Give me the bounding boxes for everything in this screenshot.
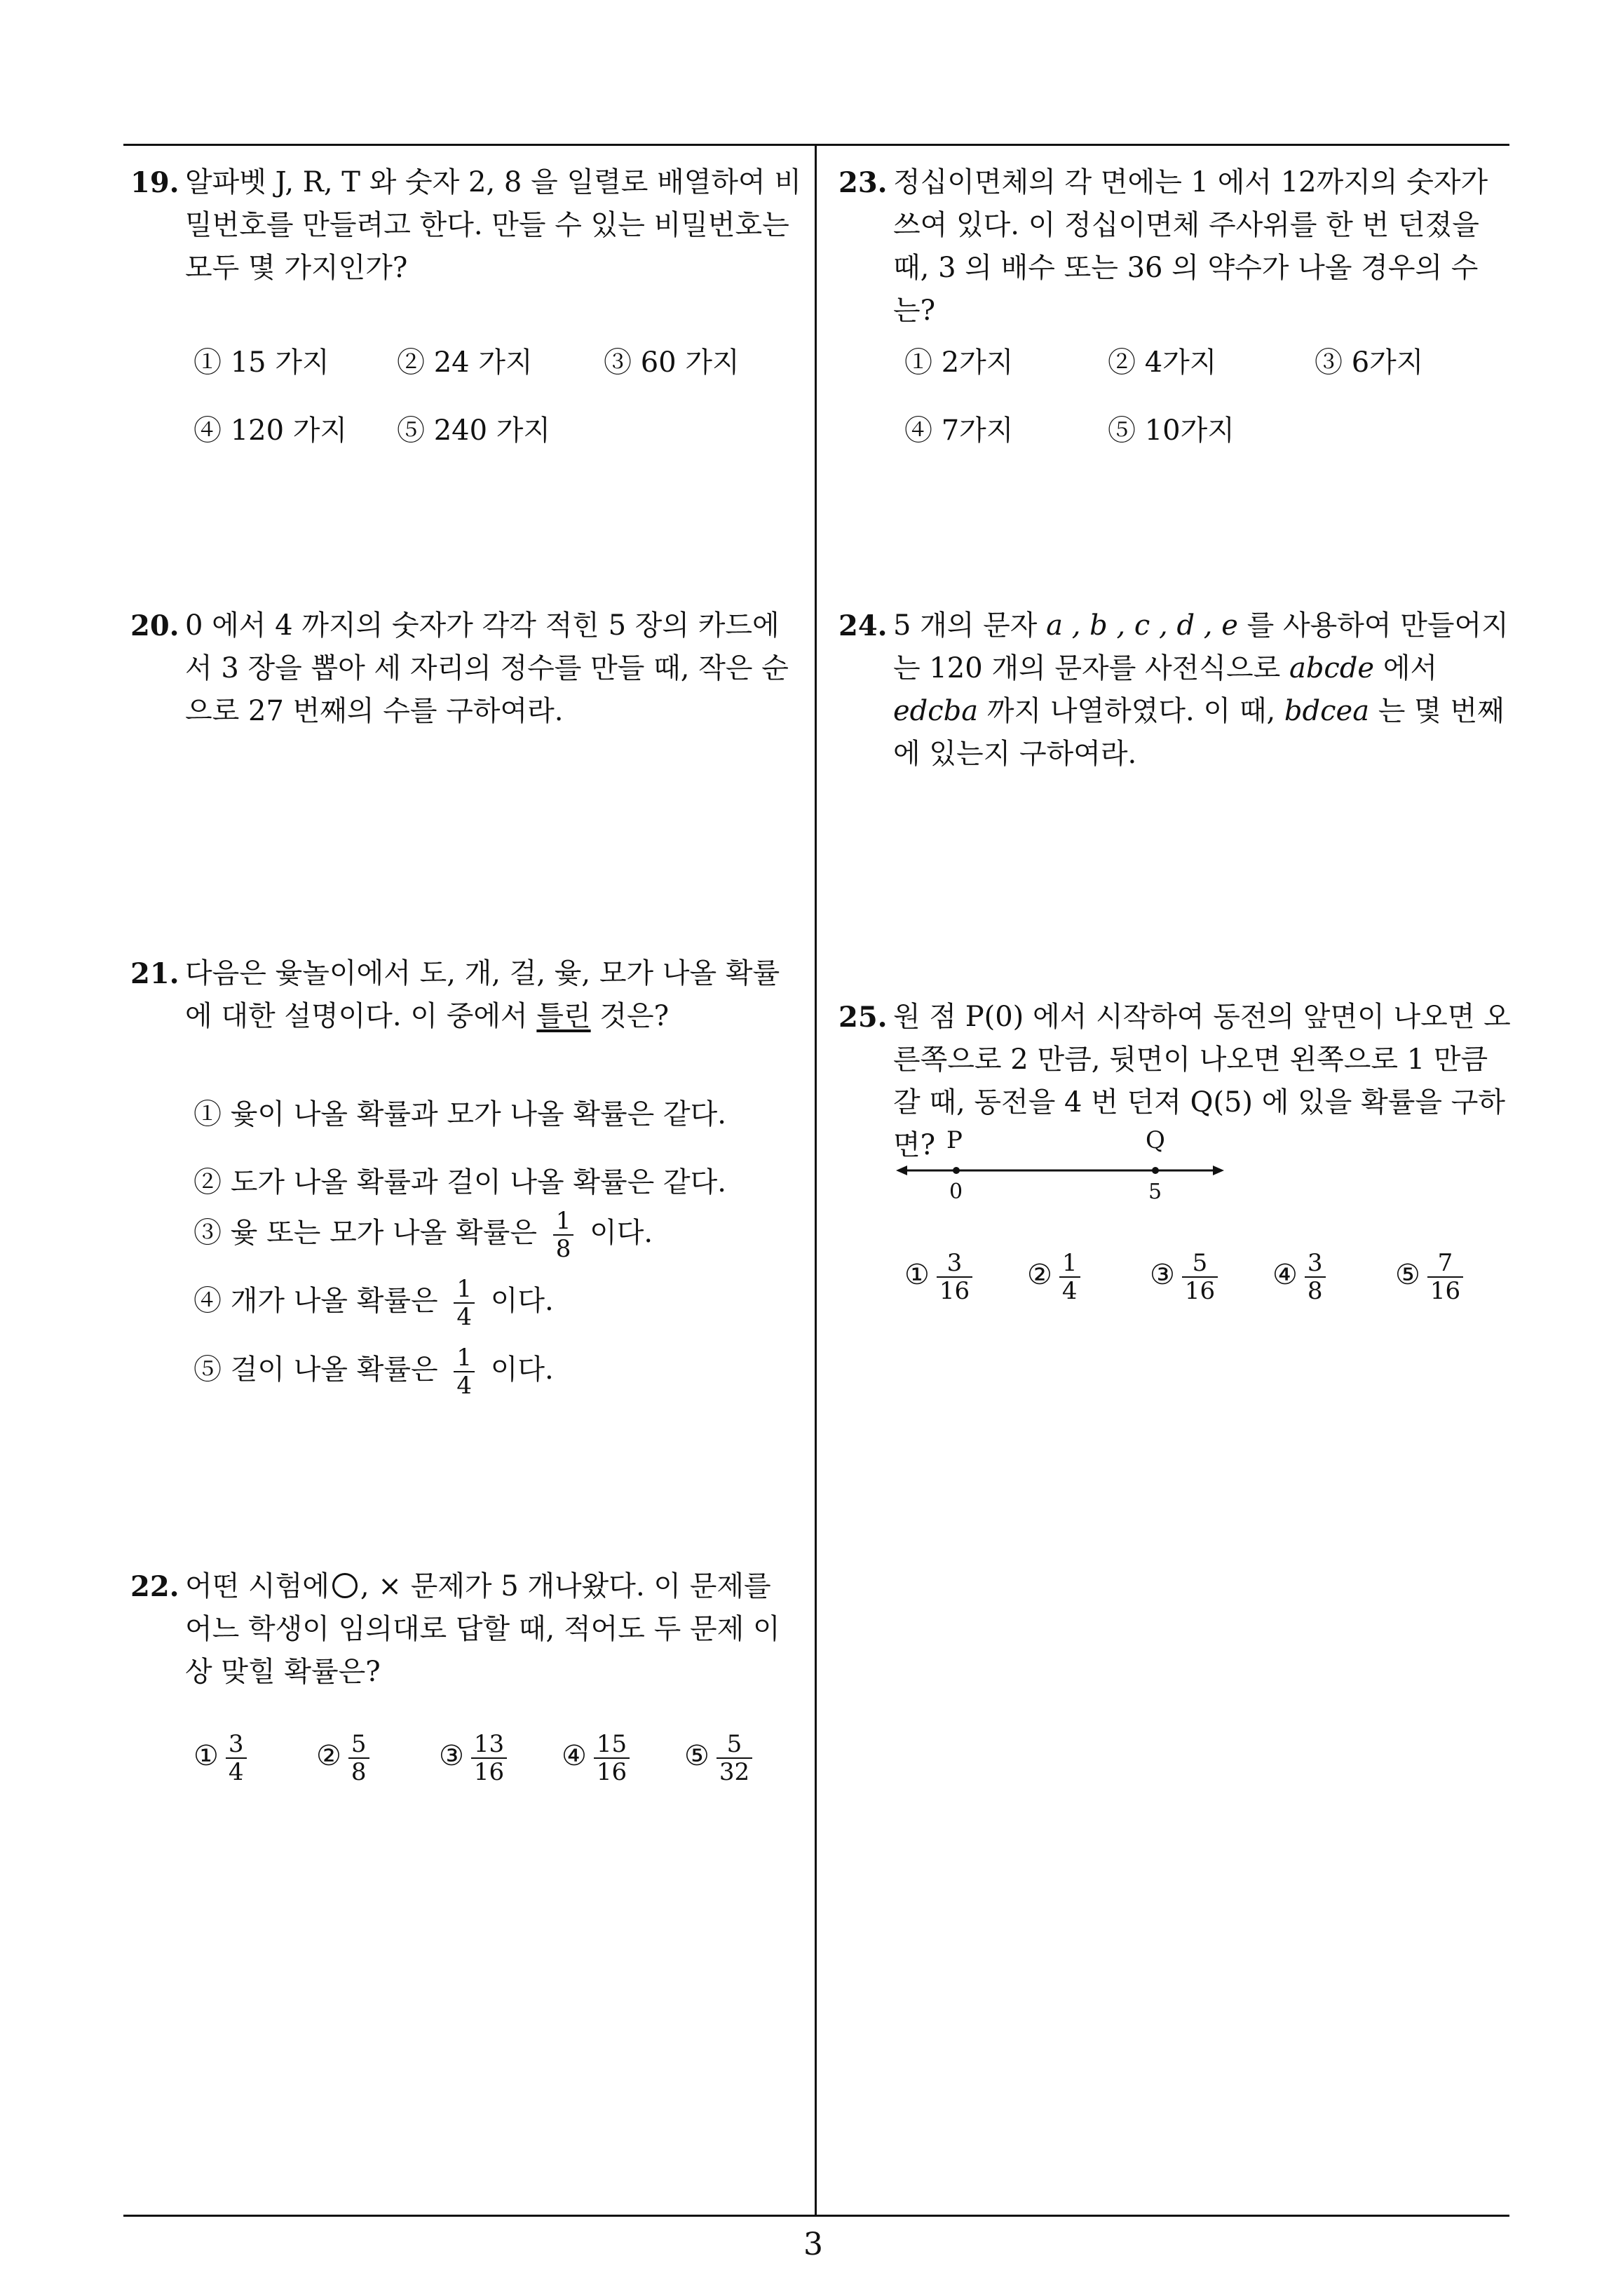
question-number: 21. (130, 957, 179, 990)
question-text: 원 점 P(0) 에서 시작하여 동전의 앞면이 나오면 오른쪽으로 2 만큼, 뒷면이 나오면 왼쪽으로 1 만큼갈 때, 동전을 4 번 던져 Q(5) 에 있을 확률을 구하면? (893, 1001, 1511, 1161)
option-3[interactable]: ③ $\frac{13}{16}$ (439, 1731, 514, 1785)
question-text: 알파벳 J, R, T 와 숫자 2, 8 을 일렬로 배열하여 비밀번호를 만들려고 한다. 만들 수 있는 비밀번호는 모두 몇 가지인가? (185, 166, 801, 284)
number-line-svg (896, 1126, 1225, 1210)
option-4[interactable]: ④ 120 가지 (193, 414, 348, 447)
option-3[interactable]: ③ 60 가지 (604, 346, 740, 379)
question-text: 어떤 시험에 , × 문제가 5 개나왔다. 이 문제를 어느 학생이 임의대로 답할 때, 적어도 두 문제 이상 맞힐 확률은? (185, 1570, 780, 1688)
question-22 (130, 1565, 803, 1694)
option-3[interactable]: ③ $\frac{5}{16}$ (1150, 1250, 1225, 1304)
option-2[interactable]: ② 4가지 (1108, 346, 1217, 379)
option-2[interactable]: ② 도가 나올 확률과 걸이 나올 확률은 같다. (193, 1166, 726, 1198)
right-arrow-icon (1213, 1166, 1224, 1175)
circle-symbol-icon (332, 1573, 358, 1598)
option-1[interactable]: ① $\frac{3}{4}$ (193, 1731, 254, 1785)
point-q-value: 5 (1148, 1180, 1162, 1204)
option-4[interactable]: ④ 7가지 (904, 414, 1014, 447)
question-20 (130, 605, 803, 733)
question-number: 23. (838, 166, 888, 199)
option-2[interactable]: ② $\frac{5}{8}$ (316, 1731, 376, 1785)
point-q-label: Q (1146, 1126, 1165, 1154)
underlined-word: 틀린 (536, 1000, 591, 1032)
question-number: 25. (838, 1001, 888, 1034)
option-5[interactable]: ⑤ 걸이 나올 확률은 $\frac{1}{4}$ 이다. (193, 1344, 554, 1400)
question-number: 19. (130, 166, 179, 199)
question-number: 22. (130, 1570, 179, 1603)
fraction: $\frac{1}{4}$ (454, 1344, 475, 1399)
option-3[interactable]: ③ 6가지 (1315, 346, 1424, 379)
column-divider (815, 144, 817, 2216)
option-3[interactable]: ③ 윷 또는 모가 나올 확률은 $\frac{1}{8}$ 이다. (193, 1207, 653, 1263)
question-23 (838, 161, 1512, 332)
point-p (953, 1167, 960, 1174)
question-number: 20. (130, 609, 179, 642)
question-text: 다음은 윷놀이에서 도, 개, 걸, 윷, 모가 나올 확률에 대한 설명이다. 이 중에서 틀린 것은? (185, 957, 780, 1032)
number-line (896, 1126, 1225, 1210)
point-p-value: 0 (949, 1180, 963, 1204)
question-24 (838, 605, 1512, 776)
option-5[interactable]: ⑤ 240 가지 (397, 414, 551, 447)
option-2[interactable]: ② 24 가지 (397, 346, 533, 379)
option-4[interactable]: ④ $\frac{3}{8}$ (1272, 1250, 1333, 1304)
option-2[interactable]: ② $\frac{1}{4}$ (1027, 1250, 1087, 1304)
question-text: 5 개의 문자 a , b , c , d , e 를 사용하여 만들어지는 120 개의 문자를 사전식으로 abcde 에서 edcba 까지 나열하였다. 이 때, bdcea 는 몇 번째에 있는지 구하여라. (893, 609, 1509, 770)
option-5[interactable]: ⑤ $\frac{5}{32}$ (684, 1731, 759, 1785)
question-19 (130, 161, 803, 290)
option-1[interactable]: ① 윷이 나올 확률과 모가 나올 확률은 같다. (193, 1098, 726, 1130)
question-number: 24. (838, 609, 888, 642)
option-1[interactable]: ① 2가지 (904, 346, 1014, 379)
fraction: $\frac{1}{8}$ (553, 1208, 574, 1262)
question-text: 정십이면체의 각 면에는 1 에서 12까지의 숫자가 쓰여 있다. 이 정십이면체 주사위를 한 번 던졌을 때, 3 의 배수 또는 36 의 약수가 나올 경우의 수는? (893, 166, 1488, 327)
fraction: $\frac{1}{4}$ (454, 1276, 475, 1330)
question-21 (130, 952, 803, 1038)
point-q (1152, 1167, 1159, 1174)
bottom-rule (123, 2215, 1509, 2217)
option-1[interactable]: ① $\frac{3}{16}$ (904, 1250, 979, 1304)
option-4[interactable]: ④ 개가 나올 확률은 $\frac{1}{4}$ 이다. (193, 1275, 554, 1331)
option-5[interactable]: ⑤ 10가지 (1108, 414, 1235, 447)
option-4[interactable]: ④ $\frac{15}{16}$ (562, 1731, 637, 1785)
option-5[interactable]: ⑤ $\frac{7}{16}$ (1395, 1250, 1470, 1304)
page-number: 3 (803, 2227, 823, 2262)
left-arrow-icon (896, 1166, 907, 1175)
question-text: 0 에서 4 까지의 숫자가 각각 적힌 5 장의 카드에서 3 장을 뽑아 세 자리의 정수를 만들 때, 작은 순으로 27 번째의 수를 구하여라. (185, 609, 789, 727)
point-p-label: P (946, 1126, 963, 1154)
option-1[interactable]: ① 15 가지 (193, 346, 330, 379)
